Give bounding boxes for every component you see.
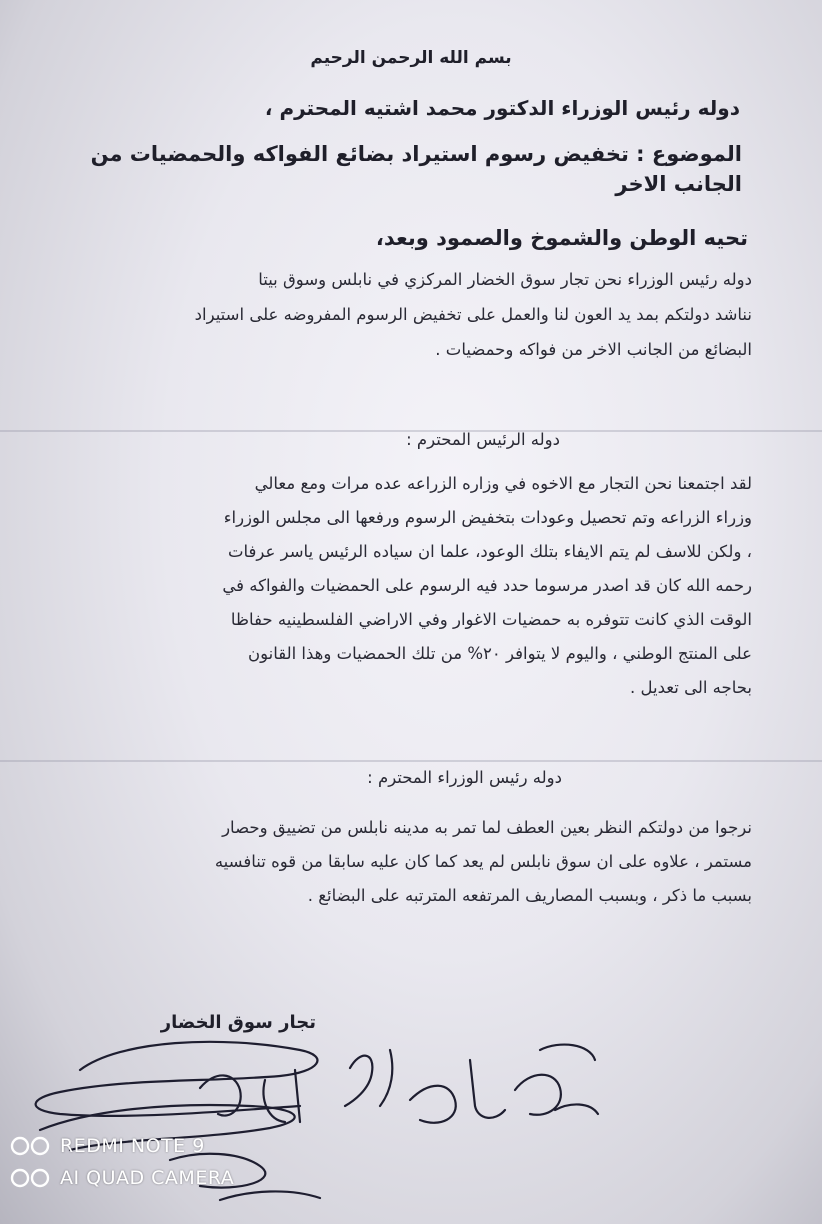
watermark-camera: AI QUAD CAMERA: [60, 1167, 235, 1189]
paragraph-3-line: مستمر ، علاوه على ان سوق نابلس لم يعد كما كان عليه سابقا من قوه تنافسيه: [214, 852, 752, 871]
letter-subject-line-1: الموضوع : تخفيض رسوم استيراد بضائع الفواكه والحمضيات من: [90, 142, 742, 166]
letter-greeting: تحيه الوطن والشموخ والصمود وبعد،: [375, 226, 748, 250]
paragraph-1-line: البضائع من الجانب الاخر من فواكه وحمضيات .: [435, 340, 752, 359]
camera-watermark: [10, 1130, 234, 1194]
signature-stroke: [410, 1060, 505, 1123]
paragraph-2-line: على المنتج الوطني ، واليوم لا يتوافر ٢٠% من تلك الحمضيات وهذا القانون: [247, 644, 752, 663]
basmala: بسم الله الرحمن الرحيم: [310, 48, 512, 68]
paragraph-1-line: دوله رئيس الوزراء نحن تجار سوق الخضار المركزي في نابلس وسوق بيتا: [258, 270, 752, 289]
signature-stroke: [220, 1191, 320, 1200]
letter-address: دوله رئيس الوزراء الدكتور محمد اشتيه المحترم ،: [264, 96, 740, 120]
watermark-model: REDMI NOTE 9: [60, 1135, 205, 1157]
paragraph-3-line: بسبب ما ذكر ، وبسبب المصاريف المرتفعه المترتبه على البضائع .: [307, 886, 752, 905]
paragraph-1-line: نناشد دولتكم بمد يد العون لنا والعمل على تخفيض الرسوم المفروضه على استيراد: [194, 305, 752, 324]
camera-lens-icon: [10, 1166, 56, 1190]
salutation-president: دوله الرئيس المحترم :: [406, 430, 560, 449]
paragraph-2-line: بحاجه الى تعديل .: [630, 678, 752, 697]
camera-lens-icon: [10, 1134, 56, 1158]
paragraph-3-line: نرجوا من دولتكم النظر بعين العطف لما تمر به مدينه نابلس من تضييق وحصار: [222, 818, 752, 837]
paragraph-2-line: وزراء الزراعه وتم تحصيل وعودات بتخفيض الرسوم ورفعها الى مجلس الوزراء: [223, 508, 752, 527]
signatory-title: تجار سوق الخضار: [160, 1012, 316, 1033]
paragraph-2-line: لقد اجتمعنا نحن التجار مع الاخوه في وزاره الزراعه عده مرات ومع معالي: [254, 474, 752, 493]
salutation-prime-minister: دوله رئيس الوزراء المحترم :: [367, 768, 562, 787]
paragraph-2-line: رحمه الله كان قد اصدر مرسوما حدد فيه الرسوم على الحمضيات والفواكه في: [222, 576, 752, 595]
signature-stroke: [555, 1104, 598, 1114]
paragraph-2-line: ، ولكن للاسف لم يتم الايفاء بتلك الوعود، علما ان سياده الرئيس ياسر عرفات: [227, 542, 752, 561]
letter-subject-line-2: الجانب الاخر: [615, 172, 742, 196]
paragraph-2-line: الوقت الذي كانت تتوفره به حمضيات الاغوار وفي الاراضي الفلسطينيه حفاظا: [230, 610, 752, 629]
signature-stroke: [345, 1050, 392, 1106]
